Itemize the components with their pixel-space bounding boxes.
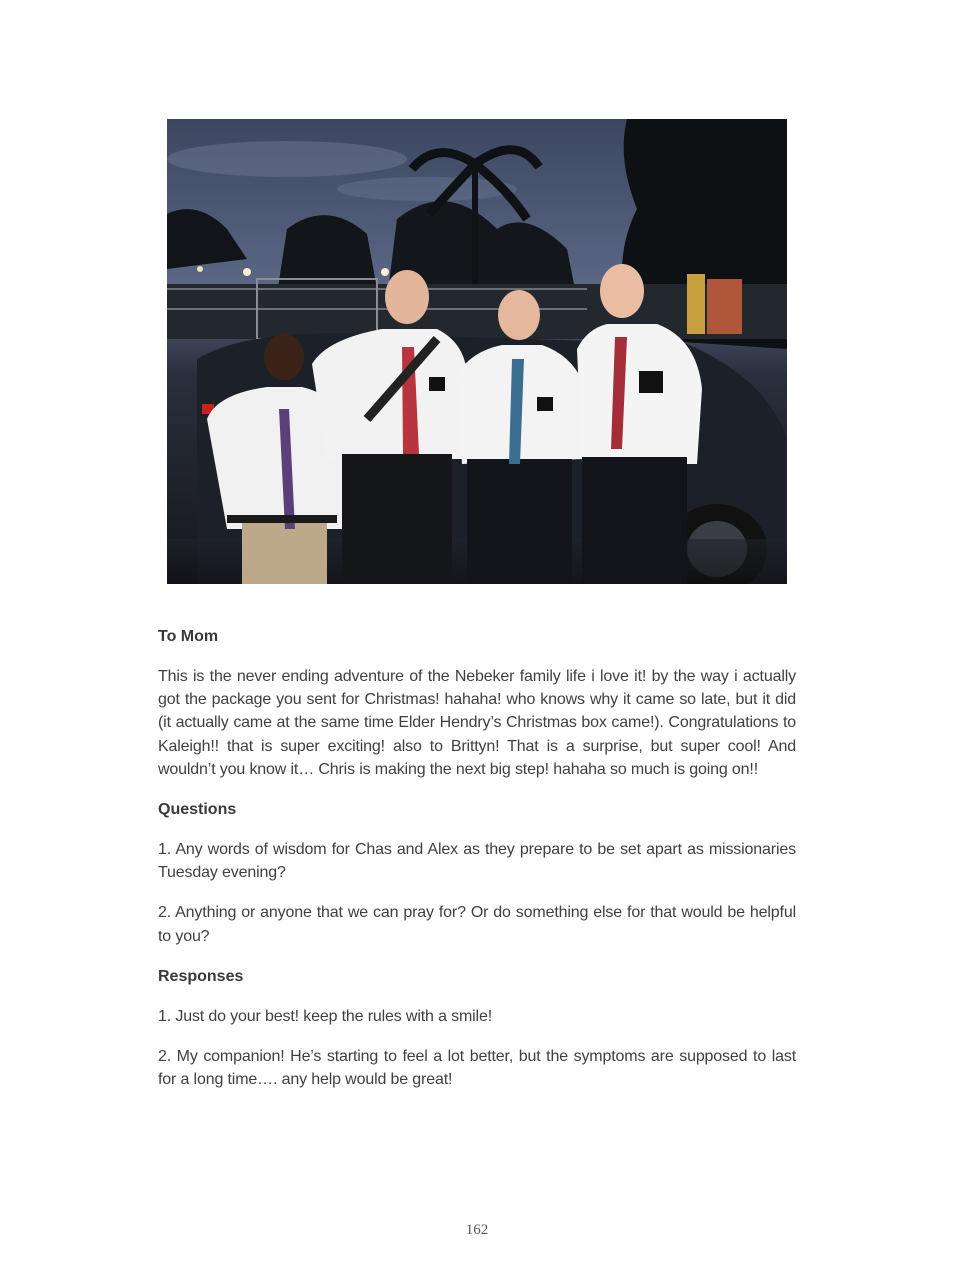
responses-heading: Responses	[158, 967, 244, 985]
letter-content	[158, 625, 796, 1108]
to-mom-paragraph: This is the never ending adventure of the Nebeker family life i love it! by the way i actually got the package you sent for Christmas! hahaha! who knows why it came so late, but it did (it actually came at the same time Elder Hendry’s Christmas box came!). Congratulations to Kaleigh!! that is super exciting! also to Brittyn! That is a surprise, but super cool! And wouldn’t you know it… Chris is making the next big step! hahaha so much is going on!!	[158, 668, 796, 778]
missionaries-photo	[167, 119, 787, 584]
response-1: 1. Just do your best! keep the rules with a smile!	[158, 1007, 493, 1025]
questions-heading: Questions	[158, 801, 237, 819]
question-1: 1. Any words of wisdom for Chas and Alex as they prepare to be set apart as missionaries Tuesday evening?	[158, 841, 796, 882]
response-2: 2. My companion! He’s starting to feel a lot better, but the symptoms are supposed to last for a long time…. any help would be great!	[158, 1048, 796, 1089]
question-2: 2. Anything or anyone that we can pray for? Or do something else for that would be helpful to you?	[158, 904, 796, 945]
photo-image	[167, 119, 787, 584]
page-number: 162	[465, 1222, 489, 1238]
to-mom-heading: To Mom	[158, 628, 219, 645]
